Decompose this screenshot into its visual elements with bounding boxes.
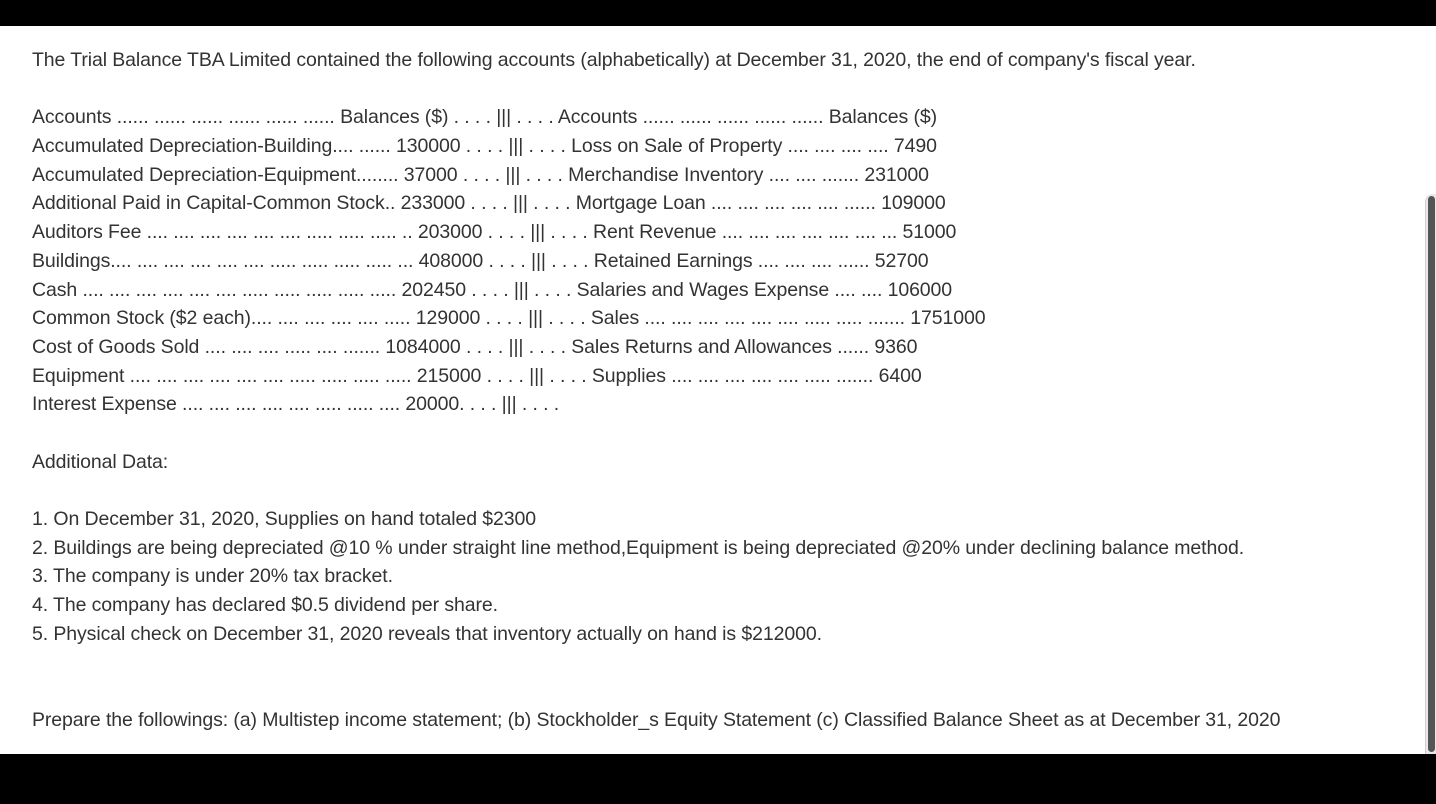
prepare-instruction: Prepare the followings: (a) Multistep income statement; (b) Stockholder_s Equity Statement (c) Classified Balance Sheet as at December 31, 2020 <box>32 708 1281 731</box>
spacer <box>32 476 1412 505</box>
trial-balance-line: Equipment .... .... .... .... .... .... ..... ..... ..... ..... 215000 . . . . ||| . . . . Supplies .... .... .... .... .... ..... ....... 6400 <box>32 364 922 387</box>
spacer <box>32 677 1412 706</box>
trial-balance-line: Auditors Fee .... .... .... .... .... .... ..... ..... ..... .. 203000 . . . . ||| . . . . Rent Revenue .... .... .... .... .... .... ... 51000 <box>32 221 957 244</box>
scrollbar-thumb[interactable] <box>1428 196 1435 752</box>
trial-balance-line: Accumulated Depreciation-Building.... ...... 130000 . . . . ||| . . . . Loss on Sale of Property .... .... .... .... 7490 <box>32 135 937 158</box>
trial-balance-line: Accounts ...... ...... ...... ...... ...... ...... Balances ($) . . . . ||| . . . . Accounts ...... ...... ...... ...... ...... Balances ($) <box>32 106 937 129</box>
trial-balance-line: Cost of Goods Sold .... .... .... ..... .... ....... 1084000 . . . . ||| . . . . Sales Returns and Allowances ...... 9360 <box>32 335 918 358</box>
spacer <box>32 75 1412 104</box>
list-item: 4. The company has declared $0.5 dividend per share. <box>32 594 498 617</box>
trial-balance-line: Common Stock ($2 each).... .... .... .... .... ..... 129000 . . . . ||| . . . . Sales .... .... .... .... .... .... ..... ..... ....... 1751000 <box>32 307 986 330</box>
trial-balance-line: Additional Paid in Capital-Common Stock.. 233000 . . . . ||| . . . . Mortgage Loan .... .... .... .... .... ...... 109000 <box>32 192 946 215</box>
additional-data-heading: Additional Data: <box>32 450 169 473</box>
spacer <box>32 419 1412 448</box>
trial-balance-line: Accumulated Depreciation-Equipment........ 37000 . . . . ||| . . . . Merchandise Inventory .... .... ....... 231000 <box>32 163 929 186</box>
question-text <box>32 46 1412 735</box>
trial-balance-line: Buildings.... .... .... .... .... .... ..... ..... ..... ..... ... 408000 . . . . ||| . . . . Retained Earnings .... .... .... ...... 52700 <box>32 249 929 272</box>
trial-balance-line: Interest Expense .... .... .... .... .... ..... ..... .... 20000. . . . ||| . . . . <box>32 393 560 416</box>
list-item: 2. Buildings are being depreciated @10 % under straight line method,Equipment is being depreciated @20% under declining balance method. <box>32 536 1245 559</box>
spacer <box>32 648 1412 677</box>
document-viewport <box>0 26 1436 754</box>
trial-balance-line: Cash .... .... .... .... .... .... ..... ..... ..... ..... ..... 202450 . . . . ||| . . . . Salaries and Wages Expense .... .... 106000 <box>32 278 953 301</box>
intro-paragraph: The Trial Balance TBA Limited contained the following accounts (alphabetically) at December 31, 2020, the end of company's fiscal year. <box>32 49 1196 71</box>
list-item: 3. The company is under 20% tax bracket. <box>32 565 393 588</box>
additional-data-list <box>32 505 1412 648</box>
list-item: 5. Physical check on December 31, 2020 reveals that inventory actually on hand is $212000. <box>32 622 822 645</box>
trial-balance-block <box>32 103 1412 419</box>
list-item: 1. On December 31, 2020, Supplies on hand totaled $2300 <box>32 508 537 530</box>
